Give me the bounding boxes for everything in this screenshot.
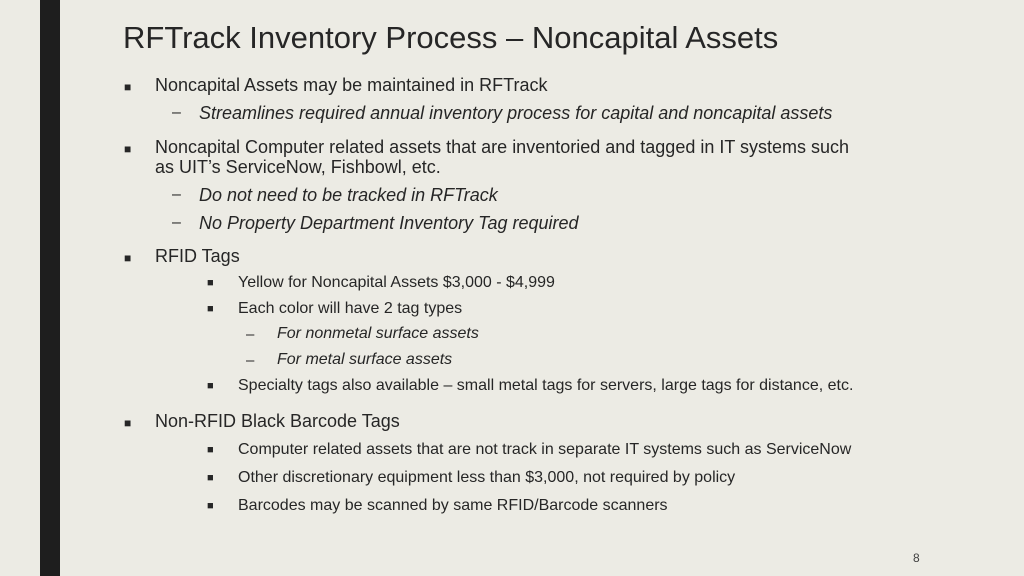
bullet-text: RFID Tags <box>155 246 240 266</box>
sub-bullet-text: Barcodes may be scanned by same RFID/Barcode scanners <box>238 497 668 514</box>
bullet-marker: ■ <box>207 277 214 289</box>
bullet-text: Noncapital Computer related assets that are inventoried and tagged in IT systems such <box>155 137 850 157</box>
bullet-marker: ■ <box>124 416 132 430</box>
sub-bullet-text: Each color will have 2 tag types <box>238 300 463 317</box>
sub-bullet-text: Streamlines required annual inventory process for capital and noncapital assets <box>199 103 833 123</box>
sub-bullet-text: Specialty tags also available – small metal tags for servers, large tags for distance, etc. <box>238 377 854 394</box>
bullet-marker: ■ <box>124 251 132 265</box>
sub-sub-bullet-text: For metal surface assets <box>277 351 453 368</box>
bullet-marker: ■ <box>207 303 214 315</box>
dash-marker: – <box>246 352 255 369</box>
bullet-marker: ■ <box>207 380 214 392</box>
sub-bullet-text: Do not need to be tracked in RFTrack <box>199 185 498 205</box>
dash-marker: – <box>172 186 181 203</box>
sub-sub-bullet-text: For nonmetal surface assets <box>277 325 479 342</box>
slide-title: RFTrack Inventory Process – Noncapital Assets <box>123 20 779 55</box>
sub-bullet-text: Computer related assets that are not track in separate IT systems such as ServiceNow <box>238 441 852 458</box>
bullet-text: Non-RFID Black Barcode Tags <box>155 411 400 431</box>
dash-marker: – <box>172 214 181 231</box>
sub-bullet-text: No Property Department Inventory Tag required <box>199 213 579 233</box>
bullet-text-continued: as UIT’s ServiceNow, Fishbowl, etc. <box>155 157 441 177</box>
page-number: 8 <box>913 551 920 565</box>
dash-marker: – <box>172 104 181 121</box>
bullet-marker: ■ <box>207 472 214 484</box>
bullet-marker: ■ <box>207 444 214 456</box>
bullet-marker: ■ <box>207 500 214 512</box>
sub-bullet-text: Yellow for Noncapital Assets $3,000 - $4,999 <box>238 274 555 291</box>
bullet-text: Noncapital Assets may be maintained in RFTrack <box>155 75 548 95</box>
bullet-marker: ■ <box>124 80 132 94</box>
bullet-marker: ■ <box>124 142 132 156</box>
dash-marker: – <box>246 326 255 343</box>
sub-bullet-text: Other discretionary equipment less than $3,000, not required by policy <box>238 469 736 486</box>
